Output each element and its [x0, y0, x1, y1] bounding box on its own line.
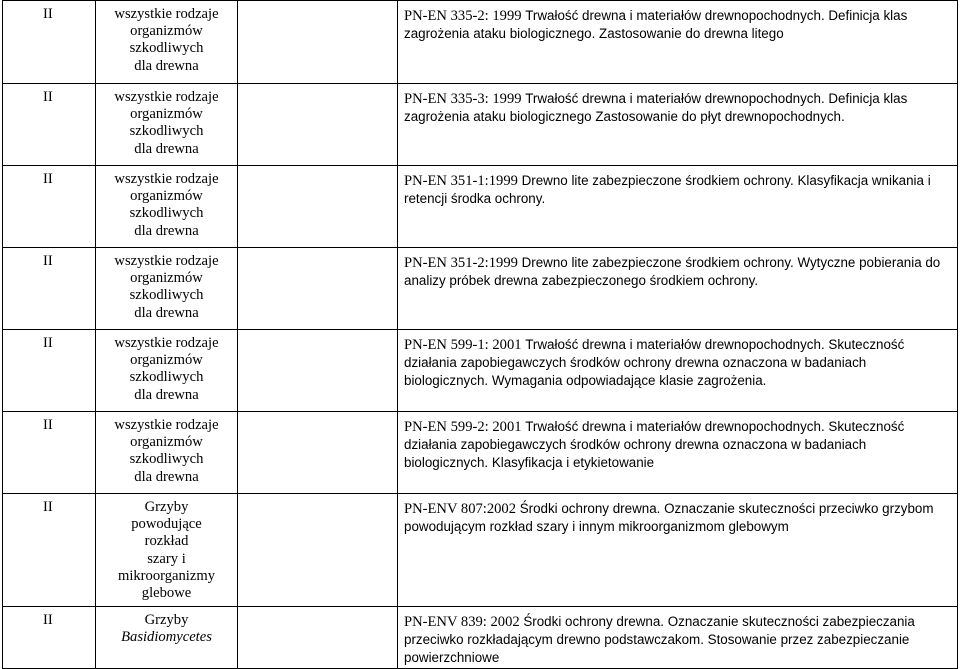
standard-code: PN-EN 335-2: 1999: [404, 8, 522, 24]
organisms-cell: [96, 330, 238, 412]
organisms-cell: [96, 248, 238, 330]
organisms-line: Grzyby: [144, 499, 189, 515]
organisms-cell: [96, 494, 238, 607]
organisms-cell: [96, 1, 238, 84]
standard-cell: [398, 494, 958, 607]
standard-description: Trwałość drewna i materiałów drewnopochodnych. Skuteczność działania zapobiegawczych środków ochrony drewna oznaczona w badaniach biologicznych. Wymagania odpowiadające klasie zagrożenia.: [404, 337, 905, 389]
standard-description: Trwałość drewna i materiałów drewnopochodnych. Skuteczność działania zapobiegawczych środków ochrony drewna oznaczona w badaniach biologicznych. Klasyfikacja i etykietowanie: [404, 419, 905, 471]
empty-cell: [238, 607, 398, 669]
hazard-class: II: [43, 6, 53, 22]
hazard-class: II: [43, 89, 53, 105]
table-row: [3, 166, 958, 248]
organisms-line: wszystkie rodzaje: [114, 253, 219, 269]
organisms-line: wszystkie rodzaje: [114, 171, 219, 187]
organisms-line: glebowe: [141, 585, 192, 602]
hazard-class: II: [43, 499, 53, 515]
standard-code: PN-EN 599-1: 2001: [404, 337, 522, 353]
organisms-line: szkodliwych: [129, 40, 204, 57]
standard-cell: [398, 330, 958, 412]
standard-cell: [398, 412, 958, 494]
standard-description: Drewno lite zabezpieczone środkiem ochrony. Klasyfikacja wnikania i retencji środka ochrony.: [404, 173, 931, 207]
organisms-line: organizmów: [130, 23, 203, 40]
hazard-class-cell: [3, 248, 96, 330]
empty-cell: [238, 1, 398, 84]
organisms-line: wszystkie rodzaje: [114, 6, 219, 22]
standard-description: Środki ochrony drewna. Oznaczanie skuteczności przeciwko grzybom powodującym rozkład szary i innym mikroorganizmom glebowym: [404, 501, 934, 535]
organisms-line: dla drewna: [134, 57, 199, 74]
table-row: [3, 494, 958, 607]
organisms-line: szkodliwych: [129, 123, 204, 140]
organisms-line: organizmów: [130, 106, 203, 123]
organisms-line: mikroorganizmy: [117, 567, 215, 584]
organisms-line: szkodliwych: [129, 205, 204, 222]
standard-cell: [398, 1, 958, 84]
organisms-line: szkodliwych: [129, 369, 204, 386]
organisms-cell: [96, 166, 238, 248]
standard-cell: [398, 607, 958, 669]
table-row: [3, 607, 958, 669]
hazard-class-cell: [3, 84, 96, 166]
organisms-line: dla drewna: [134, 222, 199, 239]
organisms-line: rozkład: [144, 533, 189, 550]
empty-cell: [238, 84, 398, 166]
standard-cell: [398, 84, 958, 166]
organisms-line: szkodliwych: [129, 451, 204, 468]
standard-code: PN-EN 351-2:1999: [404, 255, 518, 271]
standards-table: [2, 0, 958, 669]
standard-code: PN-ENV 839: 2002: [404, 614, 520, 630]
table-row: [3, 330, 958, 412]
standard-code: PN-EN 351-1:1999: [404, 173, 518, 189]
empty-cell: [238, 494, 398, 607]
organisms-line: organizmów: [130, 270, 203, 287]
organisms-line: Grzyby: [144, 612, 189, 628]
organisms-line: Basidiomycetes: [121, 629, 212, 646]
organisms-line: dla drewna: [134, 140, 199, 157]
empty-cell: [238, 248, 398, 330]
organisms-line: szary i: [147, 550, 186, 567]
organisms-line: organizmów: [130, 434, 203, 451]
organisms-line: wszystkie rodzaje: [114, 335, 219, 351]
organisms-line: organizmów: [130, 352, 203, 369]
empty-cell: [238, 166, 398, 248]
standard-description: Środki ochrony drewna. Oznaczanie skuteczności zabezpieczania przeciwko rozkładającym drewno podstawczakom. Stosowanie przez zabezpieczanie powierzchniowe: [404, 614, 915, 666]
standard-description: Trwałość drewna i materiałów drewnopochodnych. Definicja klas zagrożenia ataku biologicznego Zastosowanie do płyt drewnopochodnych.: [404, 91, 908, 125]
hazard-class-cell: [3, 166, 96, 248]
table-row: [3, 412, 958, 494]
table-row: [3, 248, 958, 330]
hazard-class: II: [43, 253, 53, 269]
hazard-class: II: [43, 612, 53, 628]
hazard-class-cell: [3, 607, 96, 669]
standard-description: Trwałość drewna i materiałów drewnopochodnych. Definicja klas zagrożenia ataku biologicznego. Zastosowanie do drewna litego: [404, 8, 908, 42]
organisms-line: dla drewna: [134, 386, 199, 403]
standard-code: PN-EN 335-3: 1999: [404, 91, 522, 107]
hazard-class-cell: [3, 494, 96, 607]
organisms-line: dla drewna: [134, 304, 199, 321]
hazard-class: II: [43, 171, 53, 187]
table-row: [3, 1, 958, 84]
organisms-cell: [96, 412, 238, 494]
hazard-class-cell: [3, 412, 96, 494]
empty-cell: [238, 412, 398, 494]
standard-cell: [398, 248, 958, 330]
standard-code: PN-EN 599-2: 2001: [404, 419, 522, 435]
standard-code: PN-ENV 807:2002: [404, 501, 517, 517]
empty-cell: [238, 330, 398, 412]
organisms-line: wszystkie rodzaje: [114, 417, 219, 433]
standard-description: Drewno lite zabezpieczone środkiem ochrony. Wytyczne pobierania do analizy próbek drewna zabezpieczonego środkiem ochrony.: [404, 255, 941, 289]
standard-cell: [398, 166, 958, 248]
organisms-line: powodujące: [131, 516, 202, 533]
table-row: [3, 84, 958, 166]
hazard-class: II: [43, 335, 53, 351]
hazard-class: II: [43, 417, 53, 433]
organisms-line: organizmów: [130, 188, 203, 205]
organisms-cell: [96, 607, 238, 669]
hazard-class-cell: [3, 330, 96, 412]
organisms-cell: [96, 84, 238, 166]
organisms-line: wszystkie rodzaje: [114, 89, 219, 105]
organisms-line: dla drewna: [134, 468, 199, 485]
organisms-line: szkodliwych: [129, 287, 204, 304]
hazard-class-cell: [3, 1, 96, 84]
